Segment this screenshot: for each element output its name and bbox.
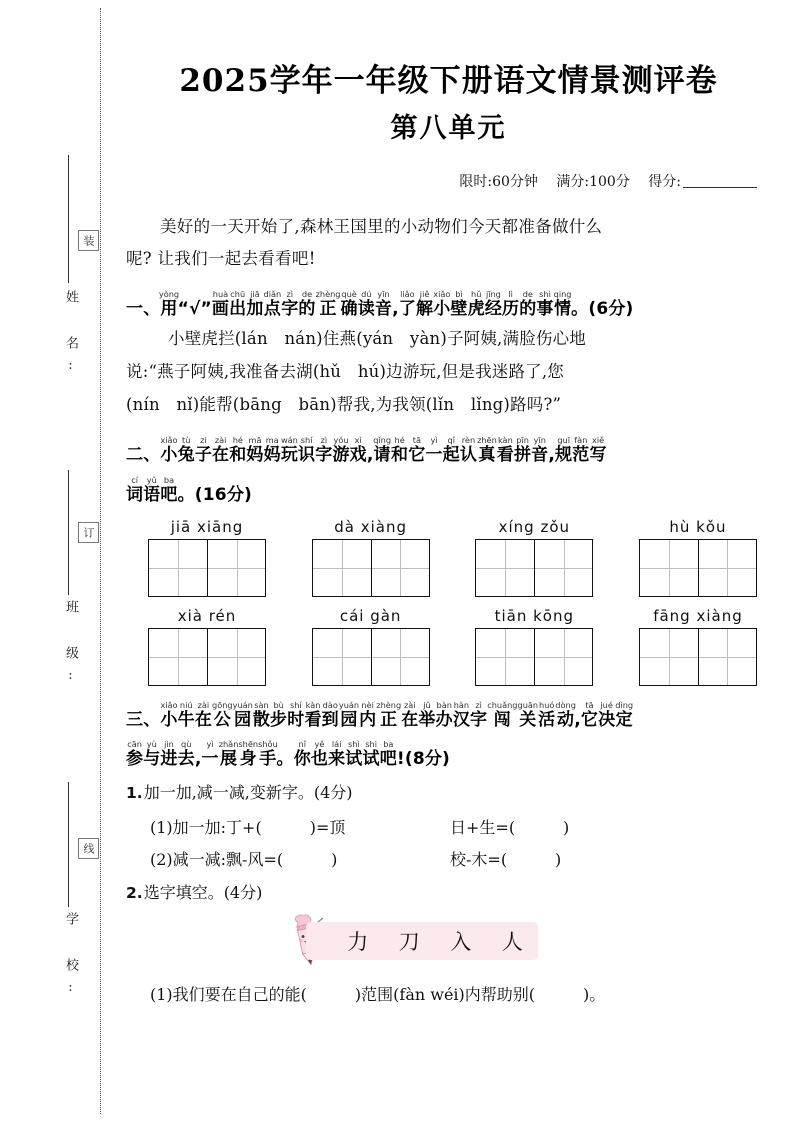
- ruby-char: 到dào: [321, 699, 339, 730]
- ruby-char: 看kàn: [304, 699, 322, 730]
- ruby-char: 出chū: [229, 289, 247, 320]
- plain-char: 一、: [126, 299, 161, 320]
- class-field-rule: [68, 470, 69, 595]
- subquestion-2: [126, 881, 771, 906]
- ruby-char: 壁bì: [450, 289, 468, 320]
- ruby-char: 起qǐ: [442, 435, 460, 466]
- plain-char: ,: [366, 445, 374, 466]
- ruby-char: 闯chuǎng: [487, 699, 518, 730]
- ruby-char: 小xiǎo: [433, 289, 451, 320]
- plain-char: ,: [574, 709, 581, 730]
- ruby-char: 它tā: [580, 699, 599, 730]
- binding-mark-ding: 订: [78, 522, 99, 543]
- ruby-char: 园yuán: [232, 699, 253, 730]
- word-bank-char: 力: [347, 929, 369, 954]
- ruby-char: 请qǐng: [373, 435, 392, 466]
- ruby-char: 办bàn: [435, 699, 453, 730]
- subquestion-1: [126, 781, 771, 806]
- writing-grid-item: [312, 607, 430, 686]
- ruby-char: 时shí: [287, 699, 305, 730]
- word-bank-char: 人: [501, 929, 523, 954]
- section-1-passage: [126, 322, 771, 421]
- ruby-char: 历lì: [502, 289, 520, 320]
- ruby-char: 玩wán: [280, 435, 299, 466]
- ruby-char: 写xiě: [589, 435, 607, 466]
- tianzige-cell[interactable]: [698, 540, 756, 596]
- section-3-heading-ruby-line2: [126, 740, 771, 770]
- subquestion-1-item-1: [126, 815, 771, 838]
- passage-line-3: (nín nǐ)能帮(bāng bān)帮我,为我领(lǐn lǐng)路吗?”: [126, 395, 562, 415]
- tianzige-cell[interactable]: [207, 540, 265, 596]
- plain-char: ,: [392, 299, 399, 320]
- ruby-char: 妈ma: [263, 435, 281, 466]
- section-1-heading: [126, 290, 771, 320]
- school-field-rule: [68, 782, 69, 907]
- ruby-char: 拼pīn: [513, 435, 532, 466]
- intro-line-1: 美好的一天开始了,森林王国里的小动物们今天都准备做什么: [160, 216, 603, 236]
- tianzige-cell[interactable]: [698, 629, 756, 685]
- ruby-char: 解jiě: [416, 289, 434, 320]
- student-class-label: 班 级:: [63, 600, 78, 692]
- tianzige-box[interactable]: [148, 539, 266, 597]
- ruby-char: 戏xì: [349, 435, 367, 466]
- ruby-char: 子zi: [194, 435, 213, 466]
- ruby-char: 音yīn: [531, 435, 549, 466]
- ruby-char: 展zhǎn: [218, 739, 239, 770]
- ruby-char: 字zì: [315, 435, 333, 466]
- ruby-char: 游yóu: [332, 435, 350, 466]
- writing-grid-item: [639, 607, 757, 686]
- ruby-char: 牛niú: [177, 699, 195, 730]
- tianzige-cell[interactable]: [313, 540, 371, 596]
- ruby-char: 在zài: [401, 699, 419, 730]
- word-bank: [306, 922, 538, 960]
- tianzige-cell[interactable]: [149, 629, 207, 685]
- plain-char: 。: [276, 749, 294, 770]
- plain-char: 三、: [126, 709, 161, 730]
- writing-grid-item: [312, 518, 430, 597]
- subquestion-2-number: 2.: [126, 884, 143, 903]
- section-3-heading-ruby-line1: [126, 699, 634, 730]
- ruby-char: 情qing: [553, 289, 572, 320]
- tianzige-box[interactable]: [639, 539, 757, 597]
- tianzige-cell[interactable]: [534, 629, 592, 685]
- ruby-char: 读dú: [357, 289, 375, 320]
- tianzige-cell[interactable]: [476, 629, 534, 685]
- ruby-char: 确què: [340, 289, 358, 320]
- ruby-char: 画huà: [211, 289, 230, 320]
- tianzige-cell[interactable]: [534, 540, 592, 596]
- plain-char: 二、: [126, 445, 161, 466]
- name-field-rule: [68, 155, 69, 283]
- plain-char: ,: [548, 445, 556, 466]
- ruby-char: 正zhèng: [315, 289, 341, 320]
- ruby-char: 在zài: [194, 699, 213, 730]
- score-label: 得分:: [648, 173, 681, 190]
- tianzige-box[interactable]: [148, 628, 266, 686]
- section-2-heading-ruby-line1: [126, 435, 607, 466]
- tianzige-cell[interactable]: [149, 540, 207, 596]
- subquestion-1-item-2-left[interactable]: (2)减一减:飘-风=( ): [150, 850, 338, 870]
- ruby-char: 范fàn: [572, 435, 590, 466]
- section-3-heading: [126, 701, 771, 771]
- writing-grid-section: [126, 518, 771, 686]
- ruby-char: 词cí: [126, 474, 144, 505]
- full-marks-label: 满分:100分: [556, 173, 630, 190]
- ruby-char: 决jué: [598, 699, 616, 730]
- ruby-char: 音yīn: [374, 289, 393, 320]
- ruby-char: 去qù: [177, 739, 195, 770]
- tianzige-box[interactable]: [475, 628, 593, 686]
- ruby-char: 语yǔ: [143, 474, 161, 505]
- plain-char: “√”: [177, 299, 212, 320]
- tianzige-box[interactable]: [312, 539, 430, 597]
- ruby-char: 也yě: [310, 739, 329, 770]
- plain-char: !(8分): [396, 749, 451, 770]
- subquestion-2-text: 选字填空。(4分): [143, 883, 263, 903]
- ruby-char: 和hé: [229, 435, 247, 466]
- subquestion-1-item-2-right[interactable]: 校-木=( ): [450, 850, 562, 870]
- tianzige-cell[interactable]: [371, 629, 429, 685]
- ruby-char: 试shì: [345, 739, 363, 770]
- intro-paragraph: [126, 211, 771, 275]
- writing-grid-pinyin: cái gàn: [339, 606, 402, 625]
- ruby-char: 字zì: [470, 699, 488, 730]
- page-title: 2025学年一年级下册语文情景测评卷: [179, 63, 718, 99]
- writing-grid-pinyin: dà xiàng: [334, 517, 408, 536]
- exam-content: [126, 0, 771, 1122]
- ruby-char: 参cān: [126, 739, 144, 770]
- writing-grid-pinyin: jiā xiāng: [170, 517, 244, 536]
- ruby-char: 活huó: [538, 699, 556, 730]
- ruby-char: 认rèn: [459, 435, 478, 466]
- ruby-char: 小xiǎo: [160, 435, 178, 466]
- word-bank-char: 入: [450, 929, 472, 954]
- subquestion-1-item-1-left[interactable]: (1)加一加:丁+( )=顶: [150, 818, 346, 838]
- ruby-char: 加jiā: [246, 289, 264, 320]
- ruby-char: 公gōng: [212, 699, 233, 730]
- ruby-char: 的de: [519, 289, 537, 320]
- ruby-char: 的de: [298, 289, 316, 320]
- writing-grid-item: [639, 518, 757, 597]
- intro-line-2: 呢? 让我们一起去看看吧!: [126, 248, 316, 268]
- ruby-char: 看kàn: [496, 435, 514, 466]
- ruby-char: 正zhèng: [376, 699, 402, 730]
- ruby-char: 规guī: [555, 435, 573, 466]
- writing-grid-pinyin: fāng xiàng: [653, 606, 743, 625]
- section-1-heading-ruby: [126, 289, 634, 320]
- subquestion-1-text: 加一加,减一减,变新字。(4分): [143, 783, 353, 803]
- ruby-char: 用yòng: [158, 289, 180, 320]
- ruby-char: 真zhēn: [477, 435, 497, 466]
- passage-line-2: 说:“燕子阿姨,我准备去湖(hǔ hú)边游玩,但是我迷路了,您: [126, 362, 565, 382]
- ruby-char: 来lái: [328, 739, 346, 770]
- ruby-char: 和hé: [391, 435, 409, 466]
- tianzige-box[interactable]: [475, 539, 593, 597]
- ruby-char: 定dìng: [615, 699, 634, 730]
- time-limit-label: 限时:60分钟: [459, 173, 538, 190]
- ruby-char: 妈mā: [246, 435, 264, 466]
- word-bank-area: [126, 920, 771, 966]
- binding-mark-zhuang: 装: [78, 230, 99, 251]
- writing-grid-pinyin: xíng zǒu: [498, 517, 571, 536]
- writing-grid-row: [126, 518, 771, 597]
- ruby-char: 与yù: [143, 739, 161, 770]
- ruby-char: 兔tù: [177, 435, 195, 466]
- ruby-char: 虎hǔ: [467, 289, 485, 320]
- ruby-char: 吧ba: [379, 739, 397, 770]
- ruby-char: 进jìn: [160, 739, 178, 770]
- section-2-heading-ruby-line2: [126, 476, 771, 506]
- ruby-char: 了liǎo: [398, 289, 416, 320]
- ruby-char: 举jǔ: [418, 699, 436, 730]
- writing-grid-item: [148, 607, 266, 686]
- score-blank[interactable]: [683, 174, 757, 188]
- ruby-char: 点diǎn: [263, 289, 282, 320]
- ruby-char: 内nèi: [359, 699, 377, 730]
- writing-grid-pinyin: xià rén: [177, 606, 237, 625]
- passage-line-1: 小壁虎拦(lán nán)住燕(yán yàn)子阿姨,满脸伤心地: [168, 329, 586, 349]
- ruby-char: 步bù: [270, 699, 288, 730]
- writing-grid-item: [475, 607, 593, 686]
- ruby-char: 事shì: [536, 289, 554, 320]
- binding-margin: [0, 0, 120, 1122]
- ruby-char: 一yì: [201, 739, 219, 770]
- tianzige-cell[interactable]: [640, 540, 698, 596]
- ruby-char: 它tā: [408, 435, 426, 466]
- ruby-char: 动dòng: [555, 699, 576, 730]
- student-school-label: 学 校:: [63, 912, 78, 1004]
- plain-char: 。(6分): [571, 299, 634, 320]
- writing-grid-pinyin: tiān kōng: [494, 606, 575, 625]
- page-subtitle: 第八单元: [390, 112, 507, 144]
- subquestion-1-item-2: [126, 847, 771, 870]
- ruby-char: 你nǐ: [293, 739, 311, 770]
- ruby-char: 在zài: [212, 435, 230, 466]
- ruby-char: 吧ba: [160, 474, 178, 505]
- ruby-char: 园yuán: [338, 699, 360, 730]
- exam-meta-row: [126, 171, 771, 191]
- ruby-char: 手shǒu: [258, 739, 278, 770]
- plain-char: ,: [194, 749, 202, 770]
- binding-mark-xian: 线: [78, 838, 99, 859]
- tianzige-box[interactable]: [639, 628, 757, 686]
- tianzige-box[interactable]: [312, 628, 430, 686]
- section-2-heading: [126, 436, 771, 506]
- writing-grid-pinyin: hù kǒu: [669, 517, 727, 536]
- ruby-char: 经jīng: [484, 289, 503, 320]
- subquestion-1-number: 1.: [126, 784, 143, 803]
- ruby-char: 小xiǎo: [160, 699, 178, 730]
- tianzige-cell[interactable]: [207, 629, 265, 685]
- tianzige-cell[interactable]: [640, 629, 698, 685]
- ruby-char: 试shi: [362, 739, 380, 770]
- writing-grid-item: [475, 518, 593, 597]
- ruby-char: 一yì: [425, 435, 443, 466]
- writing-grid-item: [148, 518, 266, 597]
- ruby-char: 字zì: [281, 289, 299, 320]
- ruby-char: 识shí: [298, 435, 316, 466]
- ruby-char: 汉hàn: [452, 699, 471, 730]
- tianzige-cell[interactable]: [371, 540, 429, 596]
- subquestion-2-item-1[interactable]: (1)我们要在自己的能( )范围(fàn wéi)内帮助别( )。: [150, 984, 606, 1004]
- subquestion-1-item-1-right[interactable]: 日+生=( ): [450, 818, 570, 838]
- binding-dotted-line: [100, 8, 101, 1114]
- ruby-char: 散sàn: [252, 699, 271, 730]
- plain-char: 。(16分): [177, 484, 253, 505]
- tianzige-cell[interactable]: [476, 540, 534, 596]
- writing-grid-row: [126, 607, 771, 686]
- tianzige-cell[interactable]: [313, 629, 371, 685]
- ruby-char: 关guān: [517, 699, 539, 730]
- ruby-char: 身shēn: [238, 739, 259, 770]
- student-name-label: 姓 名:: [63, 290, 78, 382]
- word-bank-char: 刀: [398, 929, 420, 954]
